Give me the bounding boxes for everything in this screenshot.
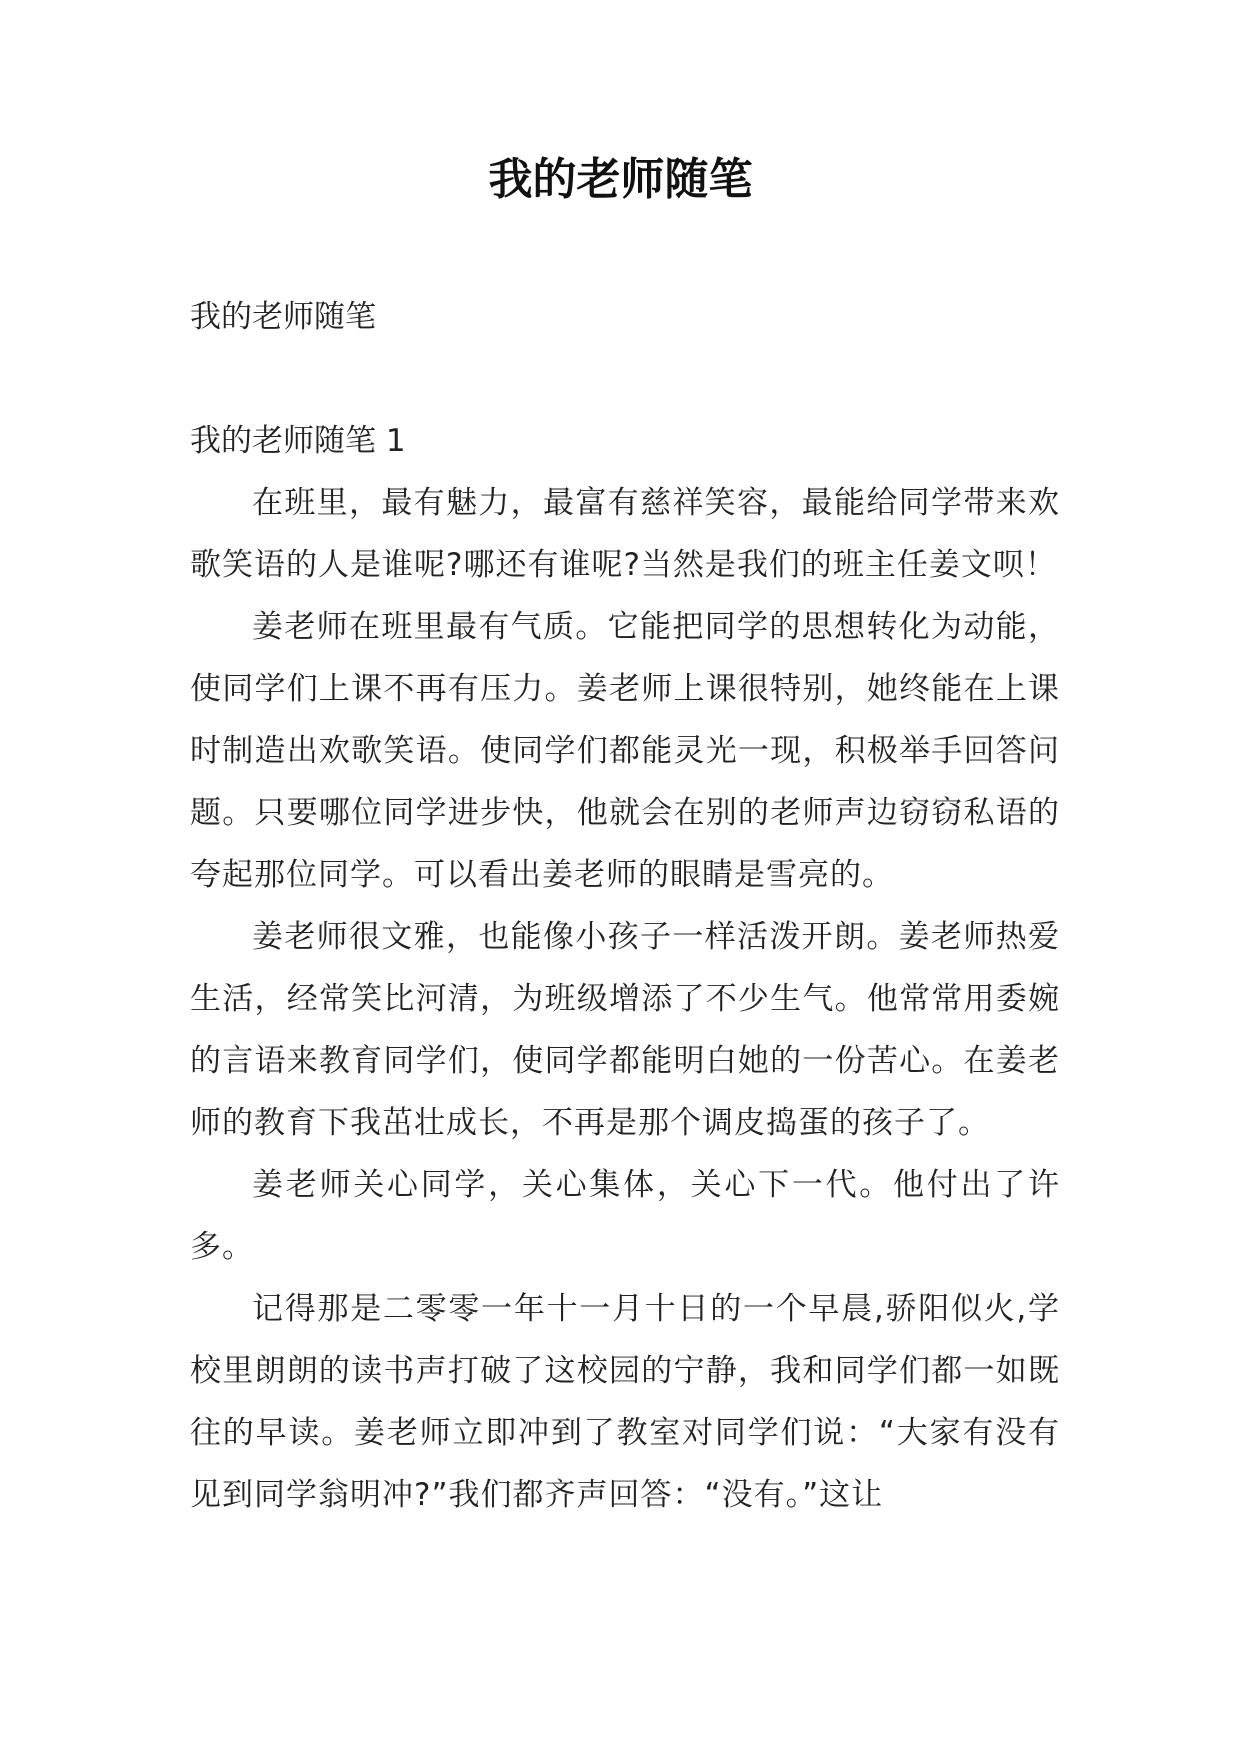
paragraph-2: 姜老师在班里最有气质。它能把同学的思想转化为动能，使同学们上课不再有压力。姜老师上课很特别，她终能在上课时制造出欢歌笑语。使同学们都能灵光一现，积极举手回答问题。只要哪位同学进步快，他就会在别的老师声边窃窃私语的夸起那位同学。可以看出姜老师的眼睛是雪亮的。 (190, 609, 1060, 893)
paragraph-1: 在班里，最有魅力，最富有慈祥笑容，最能给同学带来欢歌笑语的人是谁呢?哪还有谁呢?当然是我们的班主任姜文呗！ (190, 485, 1060, 583)
document-title: 我的老师随笔 (488, 154, 753, 205)
paragraph-5: 记得那是二零零一年十一月十日的一个早晨,骄阳似火,学校里朗朗的读书声打破了这校园的宁静，我和同学们都一如既往的早读。姜老师立即冲到了教室对同学们说：“大家有没有见到同学翁明冲?”我们都齐声回答：“没有。”这让 (190, 1291, 1060, 1513)
section-title: 我的老师随笔 1 (190, 423, 406, 459)
paragraph-4: 姜老师关心同学，关心集体，关心下一代。他付出了许多。 (190, 1167, 1060, 1265)
paragraph-3: 姜老师很文雅，也能像小孩子一样活泼开朗。姜老师热爱生活，经常笑比河清，为班级增添了不少生气。他常常用委婉的言语来教育同学们，使同学都能明白她的一份苦心。在姜老师的教育下我茁壮成长，不再是那个调皮捣蛋的孩子了。 (190, 919, 1060, 1141)
document-subtitle: 我的老师随笔 (190, 299, 376, 335)
document-body (190, 286, 1060, 1526)
